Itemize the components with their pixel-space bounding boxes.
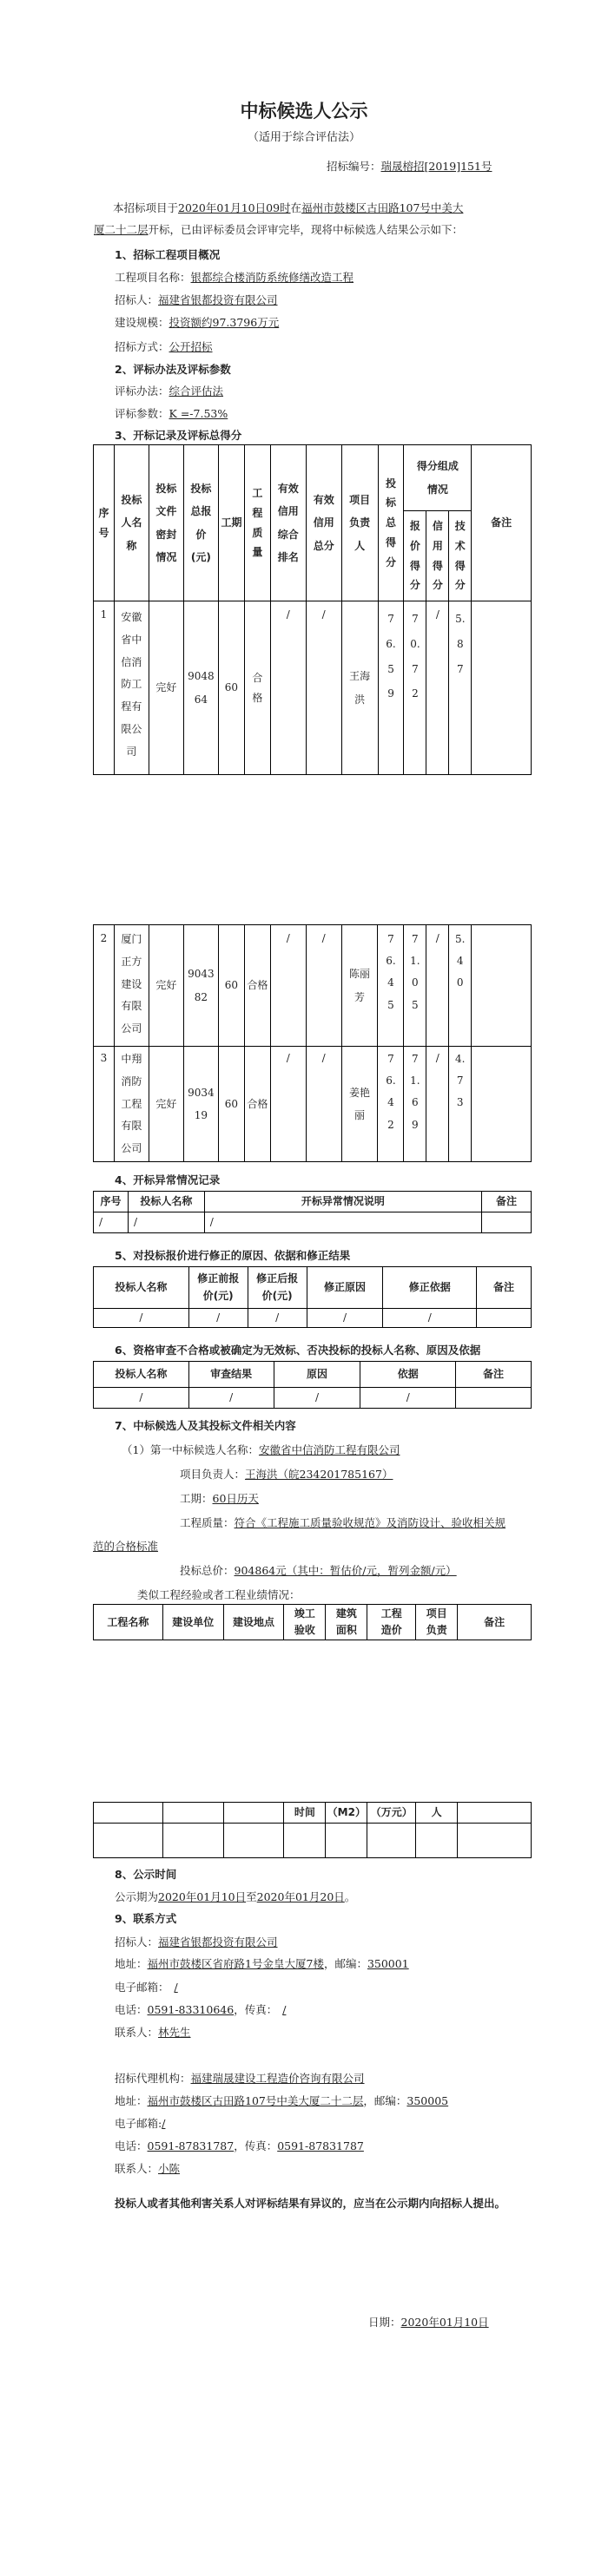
label: 工程项目名称： (115, 271, 191, 284)
col-doc: 投标文件密封情况 (149, 445, 183, 601)
performance-label: 类似工程经验或者工程业绩情况： (137, 1588, 301, 1601)
cell (482, 1212, 532, 1233)
col-price: 投标总报价(元) (183, 445, 218, 601)
cell (456, 1388, 532, 1409)
doc-number-value: 瑞晟榕招[2019]151号 (380, 160, 492, 173)
cell-credit-score: / (306, 601, 341, 775)
cell-seq: 2 (94, 925, 115, 1047)
cell (458, 1803, 532, 1824)
col-bidder: 投标人名称 (94, 1267, 189, 1309)
label: 地址： (115, 2094, 148, 2107)
cell-quality: 合格 (244, 925, 270, 1047)
value: 福建瑞晟建设工程造价咨询有限公司 (190, 2072, 365, 2085)
cell: / (94, 1388, 189, 1409)
value: 范的合格标准 (93, 1540, 159, 1553)
label: 投标总价： (180, 1564, 235, 1577)
label: 工期： (180, 1492, 213, 1505)
col-remark: 备注 (477, 1267, 532, 1309)
disqualified-table (93, 1361, 532, 1409)
cell-seq: 3 (94, 1047, 115, 1162)
cell-total: 76.42 (378, 1047, 404, 1162)
agent-contact (115, 2160, 180, 2176)
cell-quality: 合格 (244, 601, 270, 775)
cell-bidder: 中翔消防工程有限公司 (114, 1047, 149, 1162)
value: 福建省银都投资有限公司 (158, 1935, 278, 1948)
cell-total: 76.59 (378, 601, 404, 775)
owner-address (115, 1955, 409, 1971)
cell (367, 1824, 416, 1858)
cell (223, 1803, 284, 1824)
section-1-heading: 1、招标工程项目概况 (115, 248, 221, 261)
col-tech-score: 技术得分 (449, 511, 472, 601)
label: 评标办法： (115, 384, 169, 398)
cell (477, 1309, 532, 1328)
cell-manager: 姜艳丽 (341, 1047, 378, 1162)
col-credit-rank: 有效信用综合排名 (270, 445, 306, 601)
abnormal-table (93, 1191, 532, 1233)
label: ，邮编： (323, 1957, 367, 1970)
table-row (94, 1212, 532, 1233)
start-date: 2020年01月10日 (158, 1890, 247, 1903)
intro-line2 (94, 221, 463, 237)
section-2-heading: 2、评标办法及评标参数 (115, 363, 231, 376)
cell-price-score: 71.69 (404, 1047, 426, 1162)
doc-number-label: 招标编号： (327, 160, 381, 173)
bid-mode (115, 338, 213, 354)
col-price-score: 报价得分 (404, 511, 426, 601)
cell: / (94, 1212, 129, 1233)
agent-email (115, 2115, 165, 2131)
objection-notice: 投标人或者其他利害关系人对评标结果有异议的，应当在公示期内向招标人提出。 (115, 2197, 506, 2210)
open-location: 福州市鼓楼区古田路107号中美大 (301, 201, 464, 214)
cell-period: 60 (218, 1047, 244, 1162)
cell-manager: 王海洪 (341, 601, 378, 775)
value: 福建省银都投资有限公司 (158, 293, 278, 306)
col-bidder: 投标人名称 (94, 1362, 189, 1388)
cell-credit-rank: / (270, 1047, 306, 1162)
col-seq: 序号 (94, 1192, 129, 1212)
col-bidder: 投标人名称 (114, 445, 149, 601)
bid-total-price (180, 1562, 457, 1578)
col-after: 修正后报价(元) (248, 1267, 307, 1309)
bid-record-table (93, 444, 532, 775)
cell-period: 60 (218, 601, 244, 775)
cell: / (248, 1309, 307, 1328)
value: 安徽省中信消防工程有限公司 (258, 1443, 400, 1456)
cell (94, 1803, 163, 1824)
cell-tech: 5.40 (449, 925, 472, 1047)
section-8-heading: 8、公示时间 (115, 1868, 177, 1881)
label: 项目负责人： (180, 1468, 246, 1481)
performance-table-continued (93, 1802, 532, 1858)
cell-remark (472, 925, 532, 1047)
value: / (174, 1981, 178, 1994)
bid-record-table-continued (93, 924, 532, 1162)
publicity-period (115, 1889, 355, 1904)
cell: （万元） (367, 1803, 416, 1824)
intro-text: 在 (290, 201, 302, 214)
label: ，邮编： (363, 2094, 407, 2107)
col-remark: 备注 (458, 1605, 532, 1640)
label: 电子邮箱: (115, 2117, 162, 2130)
value: / (282, 2003, 287, 2016)
cell-bidder: 安徽省中信消防工程有限公司 (114, 601, 149, 775)
value: 投资额约97.3796万元 (169, 316, 280, 329)
col-desc: 开标异常情况说明 (204, 1192, 481, 1212)
col-remark: 备注 (472, 445, 532, 601)
value: 银都综合楼消防系统修缮改造工程 (190, 271, 354, 284)
cell (284, 1824, 326, 1858)
cell-credit: / (426, 1047, 449, 1162)
cell (458, 1824, 532, 1858)
cell-doc: 完好 (149, 925, 183, 1047)
agent (115, 2070, 365, 2086)
cell (326, 1824, 367, 1858)
cell-credit-score: / (306, 1047, 341, 1162)
col-composition: 得分组成情况 (404, 445, 472, 511)
section-7-heading: 7、中标候选人及其投标文件相关内容 (115, 1419, 296, 1432)
price-correction-table (93, 1266, 532, 1328)
quality (180, 1515, 506, 1530)
value: 350005 (406, 2094, 449, 2107)
col-reason: 原因 (274, 1362, 360, 1388)
value: 福州市鼓楼区省府路1号金皇大厦7楼 (147, 1957, 324, 1970)
col-period: 工期 (218, 445, 244, 601)
section-4-heading: 4、开标异常情况记录 (115, 1173, 221, 1186)
cell-price: 903419 (183, 1047, 218, 1162)
cell-total: 76.45 (378, 925, 404, 1047)
cell-credit-rank: / (270, 925, 306, 1047)
col-seq: 序号 (94, 445, 115, 601)
section-9-heading: 9、联系方式 (115, 1912, 177, 1925)
cell (223, 1824, 284, 1858)
cell: / (94, 1309, 189, 1328)
col-bidder: 投标人名称 (128, 1192, 204, 1212)
agent-address (115, 2093, 448, 2108)
owner-contact (115, 1934, 278, 1949)
section-6-heading: 6、资格审查不合格或被确定为无效标、否决投标的投标人名称、原因及依据 (115, 1344, 481, 1357)
section-3-heading: 3、开标记录及评标总得分 (115, 429, 242, 442)
cell-tech: 5.87 (449, 601, 472, 775)
col-before: 修正前报价(元) (188, 1267, 248, 1309)
col-area: 建筑面积 (326, 1605, 367, 1640)
col-remark: 备注 (482, 1192, 532, 1212)
col-remark: 备注 (456, 1362, 532, 1388)
intro-text: 本招标项目于 (113, 201, 179, 214)
value: 福州市鼓楼区古田路107号中美大厦二十二层 (147, 2094, 364, 2107)
doc-number (327, 158, 492, 174)
cell-credit: / (426, 601, 449, 775)
label: 建设规模： (115, 316, 169, 329)
col-manager: 项目负责 (416, 1605, 458, 1640)
col-cost: 工程造价 (367, 1605, 416, 1640)
cell-doc: 完好 (149, 1047, 183, 1162)
cell-quality: 合格 (244, 1047, 270, 1162)
label: 联系人： (115, 2162, 159, 2175)
table-row (94, 1309, 532, 1328)
period (180, 1490, 259, 1506)
agent-tel (115, 2138, 364, 2153)
col-credit-score: 有效信用总分 (306, 445, 341, 601)
cell: / (274, 1388, 360, 1409)
cell-credit-score: / (306, 925, 341, 1047)
label: 至 (246, 1890, 257, 1903)
label: ，传真： (234, 2003, 278, 2016)
cell: / (188, 1388, 274, 1409)
cell (416, 1824, 458, 1858)
eval-method (115, 383, 223, 398)
value: 350001 (367, 1957, 409, 1970)
section-5-heading: 5、对投标报价进行修正的原因、依据和修正结果 (115, 1249, 351, 1262)
cell: （M2） (326, 1803, 367, 1824)
value: 60日历天 (212, 1492, 259, 1505)
performance-table (93, 1604, 532, 1640)
label: 工程质量： (180, 1516, 235, 1529)
cell: / (307, 1309, 383, 1328)
cell-price: 904864 (183, 601, 218, 775)
page-title: 中标候选人公示 (240, 101, 368, 122)
project-name (115, 269, 354, 285)
cell-remark (472, 1047, 532, 1162)
owner-email (115, 1979, 183, 1994)
value: 符合《工程施工质量验收规范》及消防设计、验收相关规 (234, 1516, 506, 1529)
table-row (94, 1388, 532, 1409)
label: 评标参数： (115, 407, 169, 420)
cell: 人 (416, 1803, 458, 1824)
cell-manager: 陈丽芳 (341, 925, 378, 1047)
table-row (94, 1824, 532, 1858)
cell: / (128, 1212, 204, 1233)
cell-credit: / (426, 925, 449, 1047)
label: 地址： (115, 1957, 148, 1970)
value: 2020年01月10日 (400, 2316, 489, 2329)
eval-param (115, 405, 228, 421)
cell-remark (472, 601, 532, 775)
value: K =-7.53% (169, 407, 228, 420)
label: 。 (344, 1890, 356, 1903)
value: 综合评估法 (169, 384, 224, 398)
label: 公示期为 (115, 1890, 159, 1903)
owner-contact-person (115, 2024, 191, 2040)
value: 公开招标 (169, 340, 213, 353)
cell-credit-rank: / (270, 601, 306, 775)
label: 日期： (368, 2316, 401, 2329)
label: 招标人： (115, 293, 159, 306)
cell (94, 1824, 163, 1858)
table-row (94, 925, 532, 1047)
label: （1）第一中标候选人名称： (122, 1443, 259, 1456)
cell-tech: 4.73 (449, 1047, 472, 1162)
end-date: 2020年01月20日 (256, 1890, 345, 1903)
col-location: 建设地点 (223, 1605, 284, 1640)
cell-seq: 1 (94, 601, 115, 775)
col-builder: 建设单位 (162, 1605, 223, 1640)
col-result: 审查结果 (188, 1362, 274, 1388)
open-location-2: 厦二十二层 (94, 223, 149, 236)
cell-price-score: 70.72 (404, 601, 426, 775)
sign-date (368, 2314, 489, 2330)
cell (162, 1824, 223, 1858)
project-manager (180, 1466, 393, 1482)
value: 904864元（其中：暂估价/元，暂列金额/元） (234, 1564, 457, 1577)
label: 电话： (115, 2139, 148, 2152)
intro-text: 开标，已由评标委员会评审完毕，现将中标候选人结果公示如下： (148, 223, 464, 236)
col-manager: 项目负责人 (341, 445, 378, 601)
col-reason: 修正原因 (307, 1267, 383, 1309)
col-project: 工程名称 (94, 1605, 163, 1640)
first-candidate (122, 1442, 400, 1457)
col-total: 投标总得分 (378, 445, 404, 601)
open-date: 2020年01月10日09时 (178, 201, 291, 214)
cell-price: 904382 (183, 925, 218, 1047)
label: 电话： (115, 2003, 148, 2016)
table-row (94, 601, 532, 775)
value: 0591-83310646 (147, 2003, 235, 2016)
scale (115, 314, 279, 330)
cell-bidder: 厦门正方建设有限公司 (114, 925, 149, 1047)
label: 招标方式： (115, 340, 169, 353)
value: / (162, 2117, 166, 2130)
label: ，传真： (234, 2139, 278, 2152)
value: 0591-87831787 (147, 2139, 235, 2152)
cell: 时间 (284, 1803, 326, 1824)
cell: / (360, 1388, 456, 1409)
page-subtitle: （适用于综合评估法） (247, 131, 360, 144)
quality-cont (93, 1538, 158, 1554)
cell: / (383, 1309, 477, 1328)
label: 电子邮箱： (115, 1981, 169, 1994)
label: 招标人： (115, 1935, 159, 1948)
cell (162, 1803, 223, 1824)
col-basis: 依据 (360, 1362, 456, 1388)
col-completion: 竣工验收 (284, 1605, 326, 1640)
cell-period: 60 (218, 925, 244, 1047)
cell: / (188, 1309, 248, 1328)
value: 0591-87831787 (277, 2139, 364, 2152)
value: 小陈 (158, 2162, 181, 2175)
col-basis: 修正依据 (383, 1267, 477, 1309)
cell-doc: 完好 (149, 601, 183, 775)
value: 林先生 (158, 2026, 191, 2039)
cell-price-score: 71.05 (404, 925, 426, 1047)
label: 招标代理机构： (115, 2072, 191, 2085)
label: 联系人： (115, 2026, 159, 2039)
col-credit-score-part: 信用得分 (426, 511, 449, 601)
owner-tel (115, 2001, 291, 2017)
table-row (94, 1047, 532, 1162)
intro-line1 (113, 200, 463, 215)
cell: / (204, 1212, 481, 1233)
col-quality: 工程质量 (244, 445, 270, 601)
owner (115, 292, 278, 307)
value: 王海洪（皖234201785167） (245, 1468, 393, 1481)
